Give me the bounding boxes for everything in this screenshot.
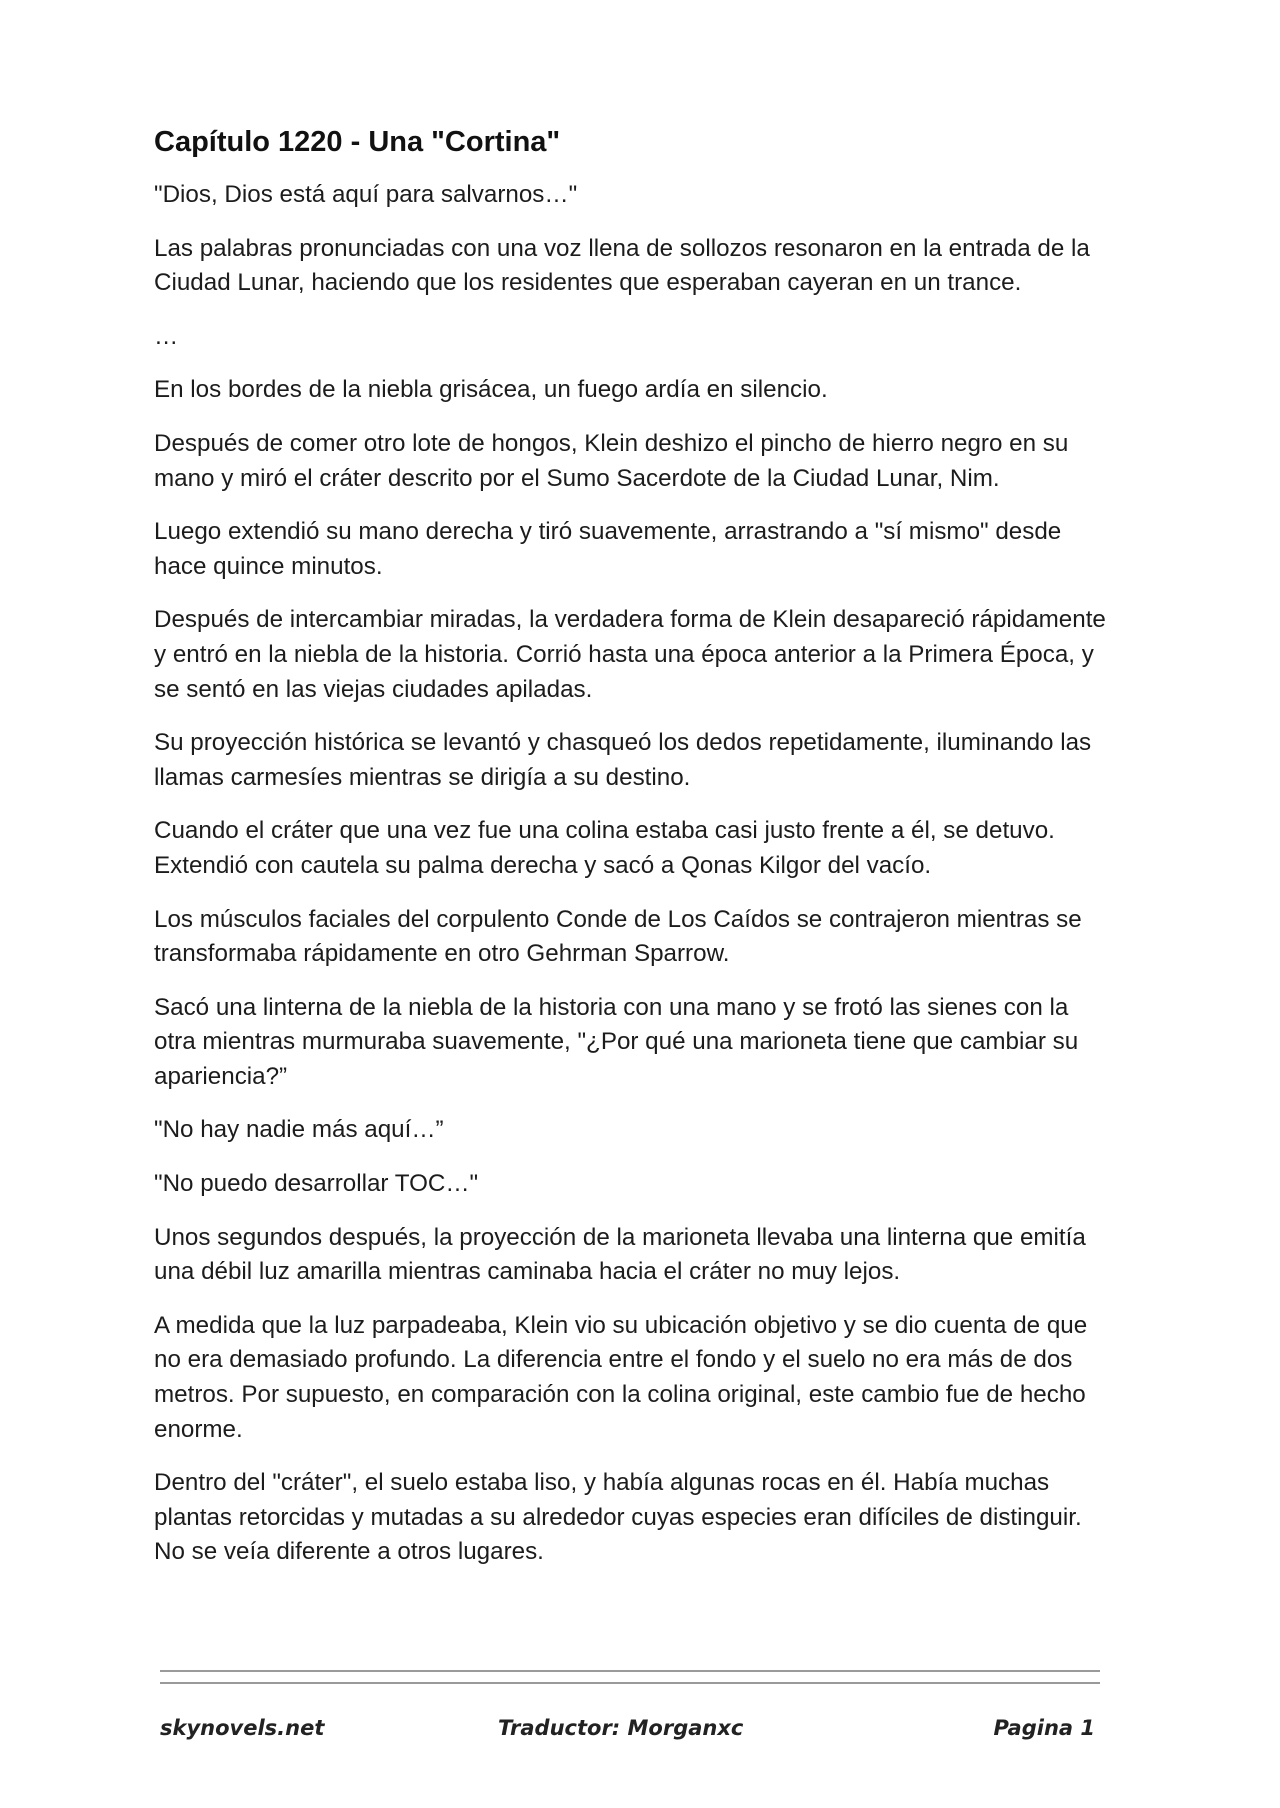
paragraph: Después de comer otro lote de hongos, Klein deshizo el pincho de hierro negro en su mano y miró el cráter descrito por el Sumo Sacerdote de la Ciudad Lunar, Nim. (154, 429, 1069, 492)
paragraph: Cuando el cráter que una vez fue una colina estaba casi justo frente a él, se detuvo. Extendió con cautela su palma derecha y sacó a Qonas Kilgor del vacío. (154, 817, 1055, 879)
footer-page-number: Pagina 1 (993, 1716, 1095, 1740)
paragraph: Las palabras pronunciadas con una voz llena de sollozos resonaron en la entrada de la Ciudad Lunar, haciendo que los residentes que esperaban cayeran en un trance. (154, 234, 1090, 297)
paragraph: En los bordes de la niebla grisácea, un fuego ardía en silencio. (154, 376, 828, 404)
paragraph: "No puedo desarrollar TOC…" (154, 1170, 479, 1198)
paragraph: Sacó una linterna de la niebla de la historia con una mano y se frotó las sienes con la otra mientras murmuraba suavemente, "¿Por qué una marioneta tiene que cambiar su apariencia?” (154, 993, 1079, 1090)
paragraph: Los músculos faciales del corpulento Conde de Los Caídos se contrajeron mientras se transformaba rápidamente en otro Gehrman Sparrow. (154, 905, 1082, 968)
document-page (154, 118, 1114, 1589)
footer-divider-bottom (160, 1682, 1100, 1684)
paragraph: "No hay nadie más aquí…” (154, 1116, 444, 1144)
paragraph: Luego extendió su mano derecha y tiró suavemente, arrastrando a "sí mismo" desde hace quince minutos. (154, 518, 1062, 580)
footer-site-name: skynovels.net (160, 1716, 325, 1740)
chapter-title: Capítulo 1220 - Una "Cortina" (154, 126, 561, 158)
paragraph: Unos segundos después, la proyección de la marioneta llevaba una linterna que emitía una débil luz amarilla mientras caminaba hacia el cráter no muy lejos. (154, 1223, 1086, 1286)
paragraph: Después de intercambiar miradas, la verdadera forma de Klein desapareció rápidamente y entró en la niebla de la historia. Corrió hasta una época anterior a la Primera Época, y se sentó en las viejas ciudades apiladas. (154, 606, 1106, 703)
paragraph: … (154, 322, 179, 350)
paragraph: "Dios, Dios está aquí para salvarnos…" (154, 181, 578, 208)
page-footer (160, 1716, 1095, 1746)
footer-translator: Traductor: Morganxc (498, 1716, 744, 1740)
paragraph: Dentro del "cráter", el suelo estaba liso, y había algunas rocas en él. Había muchas plantas retorcidas y mutadas a su alrededor cuyas especies eran difíciles de distinguir. No se veía diferente a otros lugares. (154, 1469, 1082, 1566)
paragraph: A medida que la luz parpadeaba, Klein vio su ubicación objetivo y se dio cuenta de que no era demasiado profundo. La diferencia entre el fondo y el suelo no era más de dos metros. Por supuesto, en comparación con la colina original, este cambio fue de hecho enorme. (154, 1311, 1088, 1443)
footer-divider-top (160, 1670, 1100, 1672)
paragraph: Su proyección histórica se levantó y chasqueó los dedos repetidamente, iluminando las llamas carmesíes mientras se dirigía a su destino. (154, 729, 1092, 791)
